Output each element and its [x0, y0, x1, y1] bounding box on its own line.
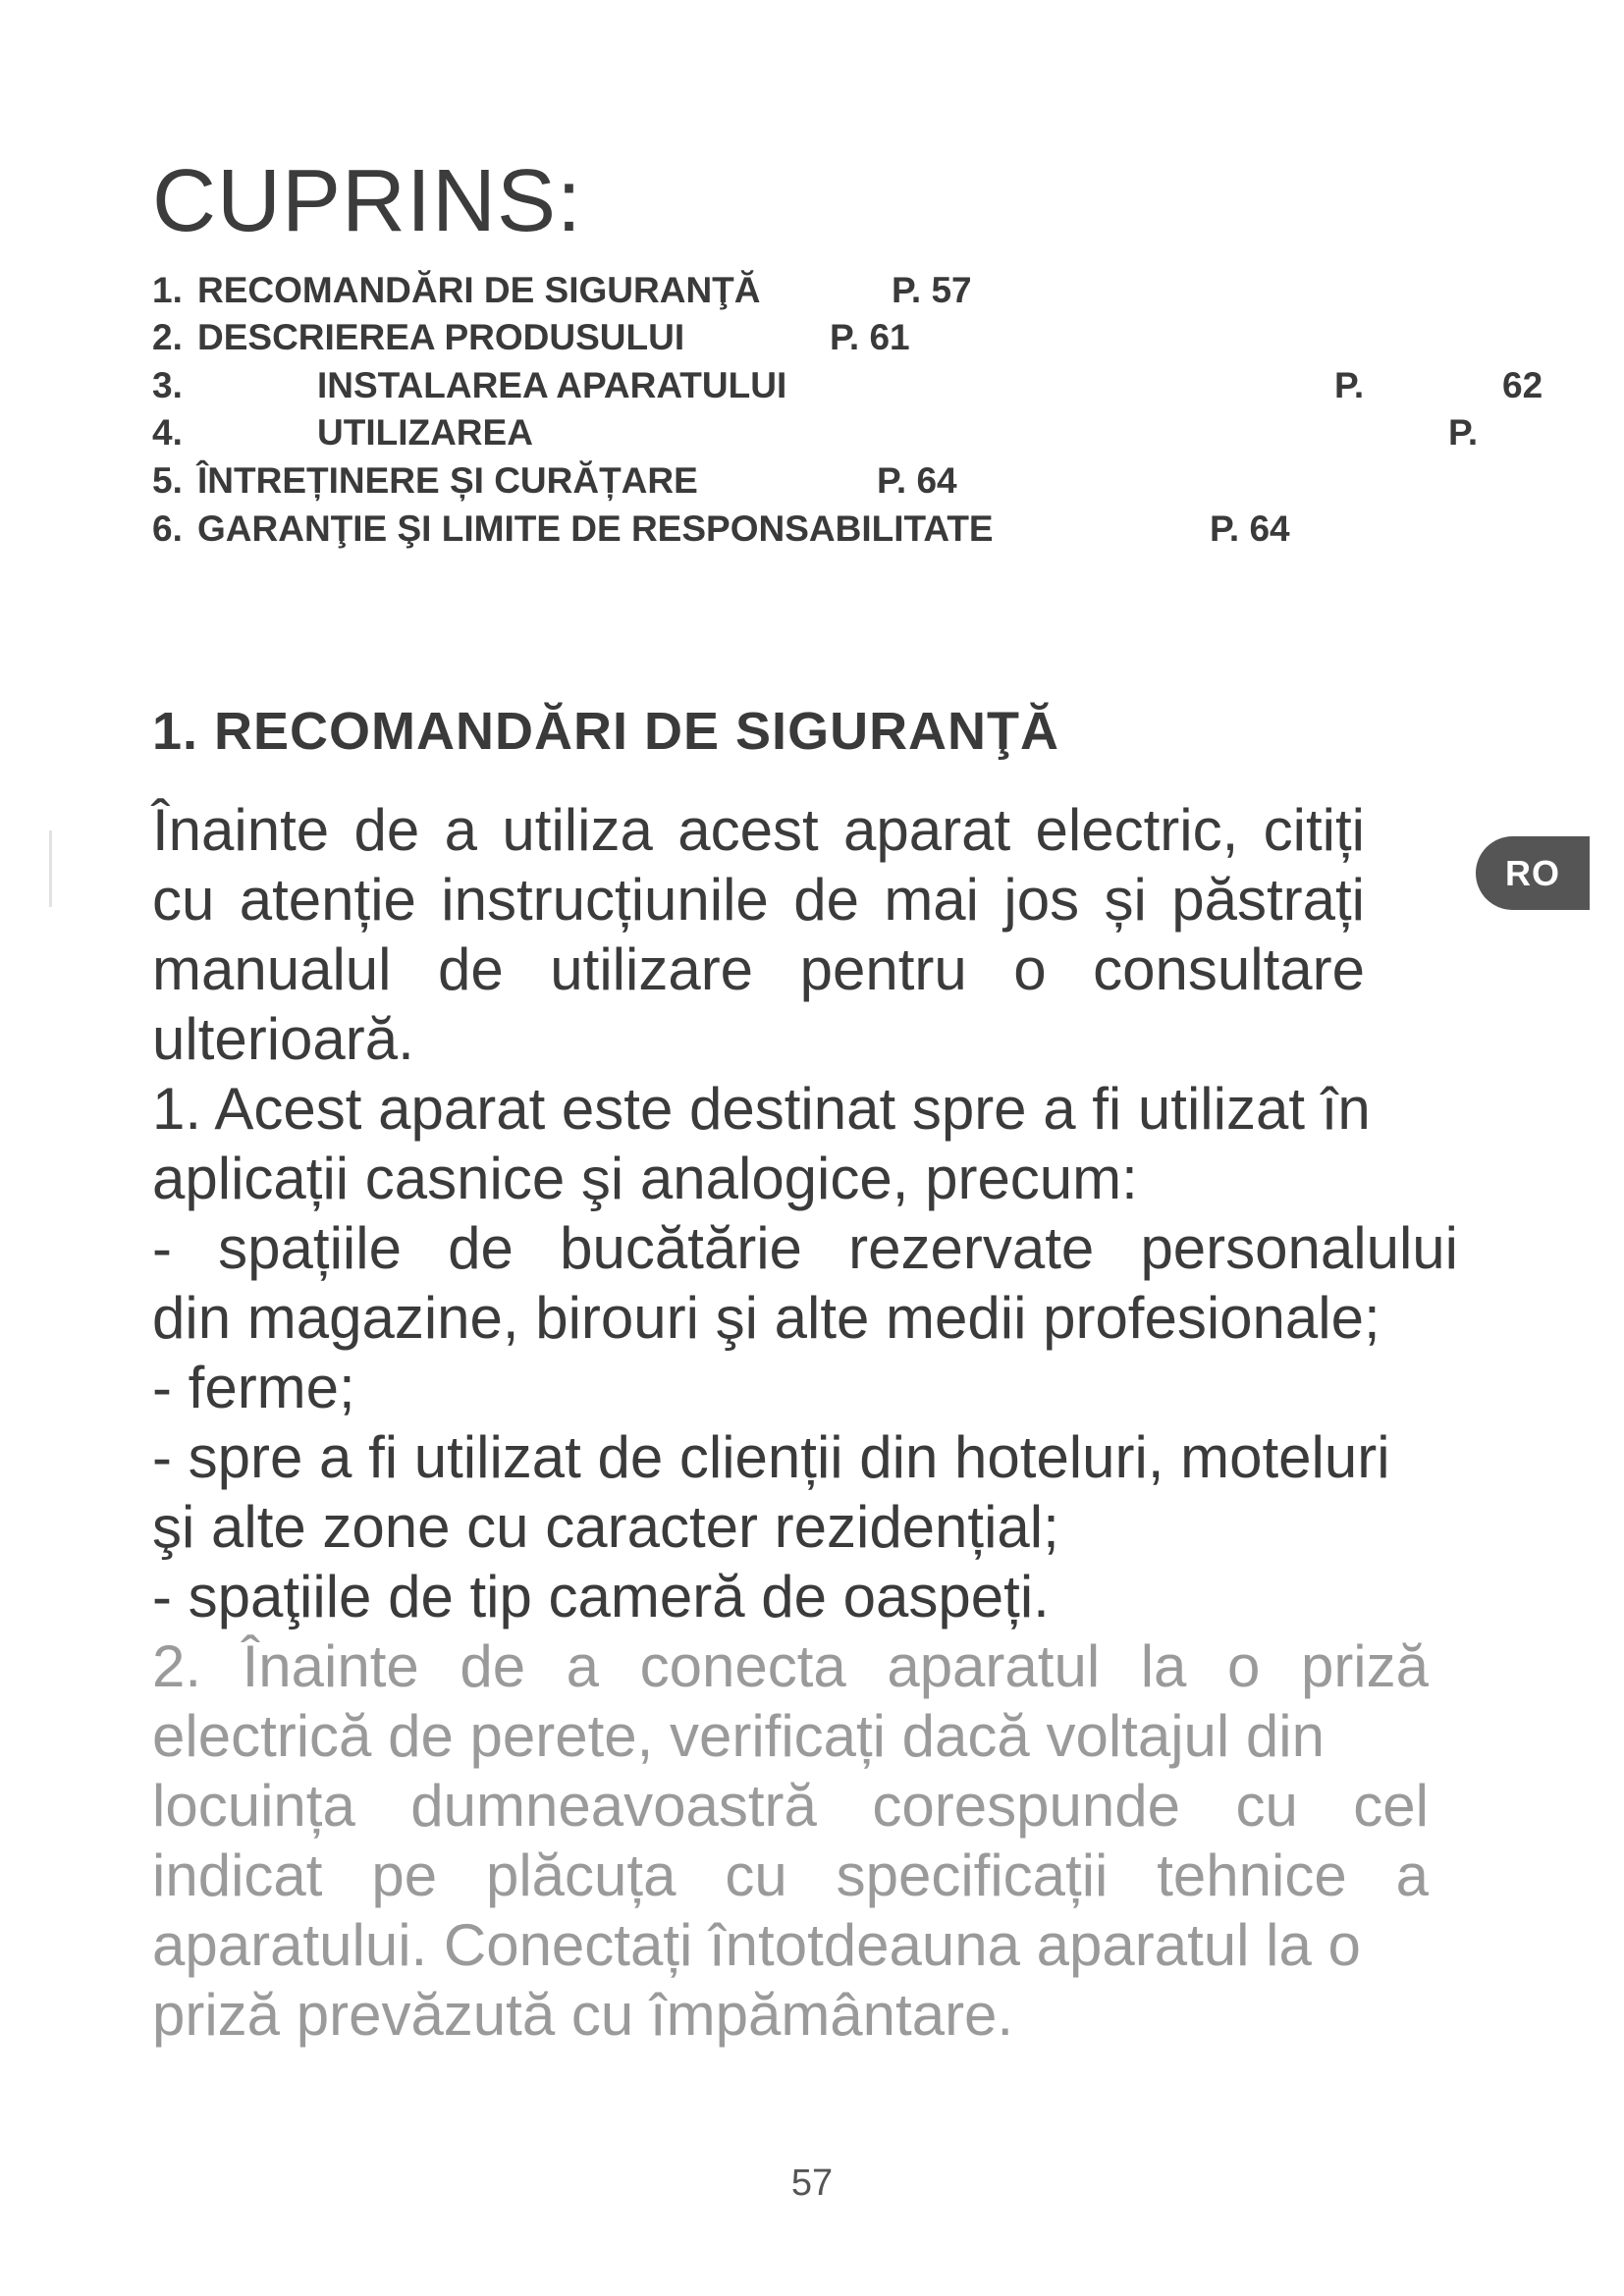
toc-item-label: RECOMANDĂRI DE SIGURANŢĂ: [197, 270, 761, 310]
text-line: manualul de utilizare pentru o consultare: [152, 936, 1365, 1002]
section-heading: 1. RECOMANDĂRI DE SIGURANŢĂ: [152, 702, 1060, 761]
page-number: 57: [790, 2163, 834, 2204]
text-line: electrică de perete, verificați dacă voltajul din: [152, 1703, 1325, 1769]
margin-mark: [49, 830, 52, 907]
toc-item-page-prefix: P.: [1334, 365, 1365, 405]
toc-item-number: 5.: [152, 460, 183, 501]
toc-item-number: 6.: [152, 508, 183, 549]
toc-item-label: GARANŢIE ŞI LIMITE DE RESPONSABILITATE: [197, 508, 994, 549]
toc-item-label: UTILIZAREA: [317, 412, 533, 453]
toc-item-number: 1.: [152, 270, 183, 310]
text-line: - ferme;: [152, 1355, 355, 1420]
text-line: aplicații casnice şi analogice, precum:: [152, 1146, 1138, 1211]
text-line: ulterioară.: [152, 1006, 414, 1072]
text-line: priză prevăzută cu împământare.: [152, 1982, 1014, 2048]
toc-item-page-number: 62: [1502, 365, 1543, 405]
text-line: - spațiile de bucătărie rezervate personalului: [152, 1215, 1458, 1281]
text-line: - spre a fi utilizat de clienții din hoteluri, moteluri: [152, 1424, 1390, 1490]
text-line: locuința dumneavoastră corespunde cu cel: [152, 1773, 1429, 1839]
toc-item-number: 3.: [152, 365, 183, 405]
toc-item-page: P. 61: [830, 317, 910, 357]
text-line: din magazine, birouri şi alte medii profesionale;: [152, 1285, 1380, 1351]
toc-title: CUPRINS:: [152, 152, 583, 250]
toc-item-number: 4.: [152, 412, 183, 453]
text-line: - spaţiile de tip cameră de oaspeți.: [152, 1564, 1050, 1629]
text-line: 1. Acest aparat este destinat spre a fi utilizat în: [152, 1076, 1371, 1142]
text-line: 2. Înainte de a conecta aparatul la o priză: [152, 1633, 1429, 1699]
toc-item-label: DESCRIEREA PRODUSULUI: [197, 317, 685, 357]
item-1-paragraph: [152, 1074, 1458, 1631]
text-line: aparatului. Conectați întotdeauna aparatul la o: [152, 1912, 1361, 1978]
toc-item-label: INSTALAREA APARATULUI: [317, 365, 787, 405]
toc-item-page: P. 64: [1210, 508, 1290, 549]
intro-paragraph: [152, 795, 1365, 1074]
language-tab: RO: [1476, 836, 1590, 910]
toc-item-page-prefix: P.: [1448, 412, 1479, 453]
item-2-paragraph: [152, 1631, 1429, 2050]
toc-item-number: 2.: [152, 317, 183, 357]
toc-item-page: P. 64: [877, 460, 957, 501]
text-line: Înainte de a utiliza acest aparat electric, citiți: [152, 797, 1365, 863]
text-line: şi alte zone cu caracter rezidențial;: [152, 1494, 1059, 1560]
text-line: indicat pe plăcuța cu specificații tehnice a: [152, 1842, 1429, 1908]
toc-item-page: P. 57: [892, 270, 972, 310]
text-line: cu atenție instrucțiunile de mai jos și păstrați: [152, 867, 1365, 933]
toc-item-label: ÎNTREȚINERE ȘI CURĂȚARE: [197, 460, 698, 501]
